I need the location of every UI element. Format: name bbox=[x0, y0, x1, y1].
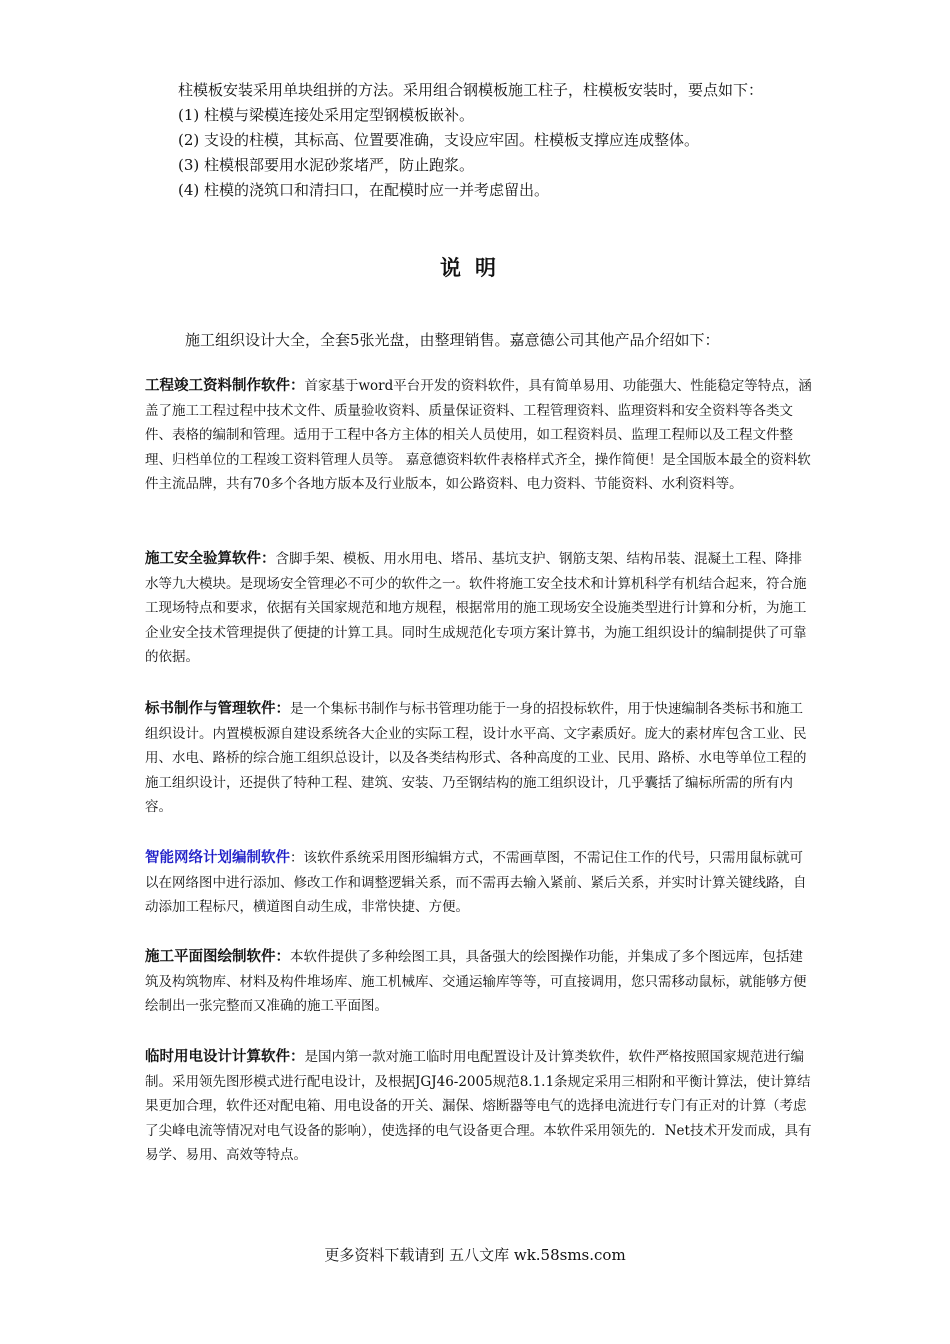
section-title: 施工平面图绘制软件： bbox=[145, 949, 290, 965]
page-title: 说明 bbox=[440, 255, 510, 280]
section-title: 工程竣工资料制作软件： bbox=[145, 378, 305, 394]
lead-paragraph: 施工组织设计大全，全套5张光盘，由整理销售。嘉意德公司其他产品介绍如下： bbox=[185, 331, 720, 349]
intro-list-item: (4) 柱模的浇筑口和清扫口，在配模时应一并考虑留出。 bbox=[178, 181, 550, 199]
footer-note: 更多资料下载请到 五八文库 wk.58sms.com bbox=[324, 1246, 626, 1264]
section-site-plan bbox=[145, 945, 815, 1019]
section-bid-docs bbox=[145, 697, 815, 820]
section-network-plan bbox=[145, 846, 815, 920]
section-title: 临时用电设计计算软件： bbox=[145, 1049, 305, 1065]
section-title: 施工安全验算软件： bbox=[145, 551, 276, 567]
section-safety-calc bbox=[145, 547, 815, 670]
section-temp-power bbox=[145, 1045, 815, 1168]
section-body: 是国内第一款对施工临时用电配置设计及计算类软件，软件严格按照国家规范进行编制。采用领先图形模式进行配电设计，及根据JGJ46-2005规范8.1.1条规定采用三相附和平衡计算法，使计算结果更加合理，软件还对配电箱、用电设备的开关、漏保、熔断器等电气的选择电流进行专门有正对的计算（考虑了尖峰电流等情况对电气设备的影响），使选择的电气设备更合理。本软件采用领先的．Net技术开发而成，具有易学、易用、高效等特点。 bbox=[145, 1049, 812, 1163]
intro-block bbox=[145, 78, 810, 203]
intro-list-item: (1) 柱模与梁模连接处采用定型钢模板嵌补。 bbox=[178, 106, 475, 124]
section-body: 首家基于word平台开发的资料软件，具有简单易用、功能强大、性能稳定等特点，涵盖了施工工程过程中技术文件、质量验收资料、质量保证资料、工程管理资料、监理资料和安全资料等各类文件、表格的编制和管理。适用于工程中各方主体的相关人员使用，如工程资料员、监理工程师以及工程文件整理、归档单位的工程竣工资料管理人员等。 嘉意德资料软件表格样式齐全，操作简便！是全国版本最全的资料软件主流品牌，共有70多个各地方版本及行业版本，如公路资料、电力资料、节能资料、水利资料等。 bbox=[145, 378, 812, 492]
section-body: 本软件提供了多种绘图工具，具备强大的绘图操作功能，并集成了多个图远库，包括建筑及构筑物库、材料及构件堆场库、施工机械库、交通运输库等等，可直接调用，您只需移动鼠标，就能够方便绘制出一张完整而又准确的施工平面图。 bbox=[145, 949, 807, 1014]
section-body: ：该软件系统采用图形编辑方式，不需画草图，不需记住工作的代号，只需用鼠标就可以在网络图中进行添加、修改工作和调整逻辑关系，而不需再去输入紧前、紧后关系，并实时计算关键线路，自动添加工程标尺，横道图自动生成，非常快捷、方便。 bbox=[145, 850, 807, 915]
section-completion-docs bbox=[145, 374, 815, 497]
section-title: 标书制作与管理软件： bbox=[145, 701, 290, 717]
intro-list-item: (2) 支设的柱模，其标高、位置要准确，支设应牢固。柱模板支撑应连成整体。 bbox=[178, 131, 700, 149]
section-body: 是一个集标书制作与标书管理功能于一身的招投标软件，用于快速编制各类标书和施工组织设计。内置模板源自建设系统各大企业的实际工程，设计水平高、文字素质好。庞大的素材库包含工业、民用、水电、路桥的综合施工组织总设计，以及各类结构形式、各种高度的工业、民用、路桥、水电等单位工程的施工组织设计，还提供了特种工程、建筑、安装、乃至钢结构的施工组织设计，几乎囊括了编标所需的所有内容。 bbox=[145, 701, 807, 815]
section-title: 智能网络计划编制软件 bbox=[145, 850, 290, 866]
intro-paragraph: 柱模板安装采用单块组拼的方法。采用组合钢模板施工柱子，柱模板安装时，要点如下： bbox=[178, 81, 764, 99]
section-body: 含脚手架、模板、用水用电、塔吊、基坑支护、钢筋支架、结构吊装、混凝土工程、降排水等九大模块。是现场安全管理必不可少的软件之一。软件将施工安全技术和计算机科学有机结合起来，符合施工现场特点和要求，依据有关国家规范和地方规程，根据常用的施工现场安全设施类型进行计算和分析，为施工企业安全技术管理提供了便捷的计算工具。同时生成规范化专项方案计算书，为施工组织设计的编制提供了可靠的依据。 bbox=[145, 551, 807, 665]
intro-list-item: (3) 柱模根部要用水泥砂浆堵严，防止跑浆。 bbox=[178, 156, 475, 174]
